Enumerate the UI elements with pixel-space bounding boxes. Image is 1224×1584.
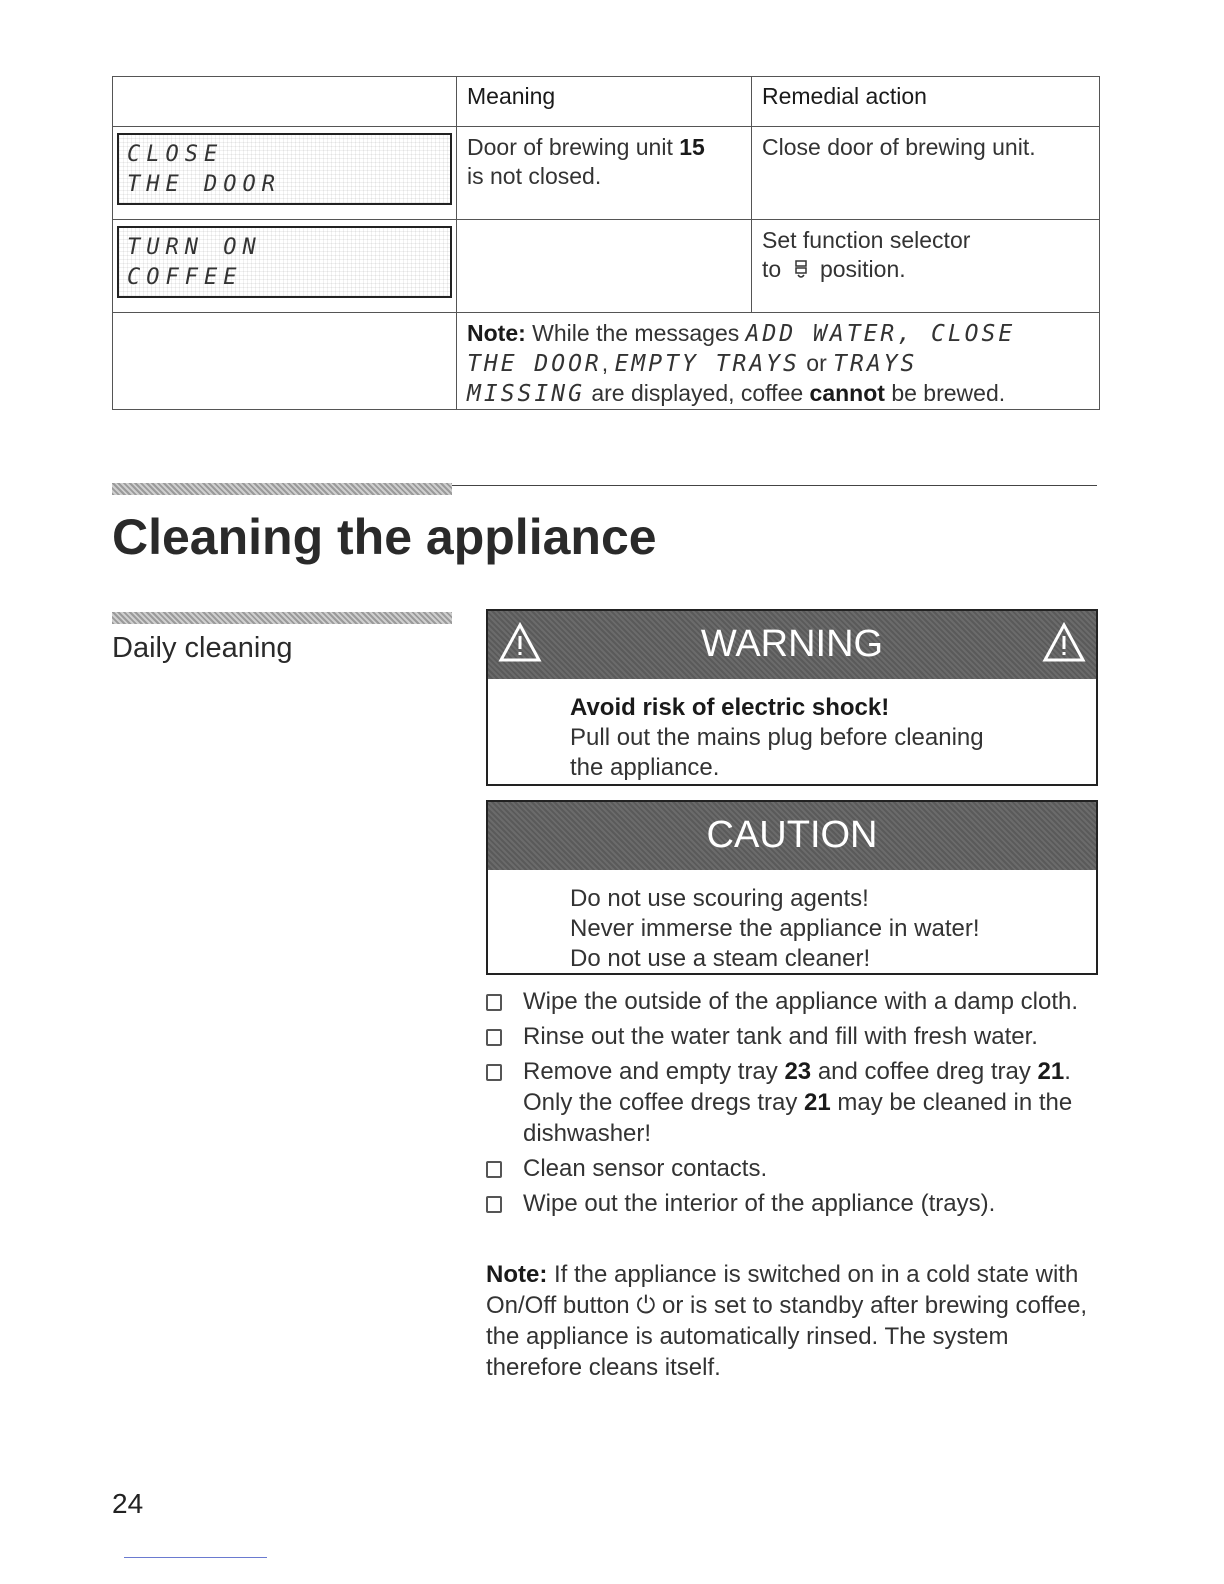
table-row xyxy=(113,313,1100,410)
warning-body: Avoid risk of electric shock! Pull out the mains plug before cleaning the appliance. xyxy=(570,694,984,781)
footer-line xyxy=(124,1557,267,1558)
section-rule-accent xyxy=(112,483,452,495)
list-item: Rinse out the water tank and fill with fresh water. xyxy=(486,1021,1106,1052)
list-item: Clean sensor contacts. xyxy=(486,1153,1106,1184)
lcd-display xyxy=(117,226,452,298)
remedy-cell: Close door of brewing unit. xyxy=(752,127,1100,220)
lcd-text: ADD WATER, CLOSE xyxy=(745,321,1016,347)
remedy-cell: Set function selector to position. xyxy=(752,220,1100,313)
header-meaning: Meaning xyxy=(457,77,752,127)
caution-header xyxy=(488,802,1096,870)
lcd-text: EMPTY TRAYS xyxy=(614,351,800,377)
subsection-rule-accent xyxy=(112,612,452,624)
warning-box xyxy=(486,609,1098,786)
warning-header xyxy=(488,611,1096,679)
cleaning-steps-list xyxy=(486,986,1106,1223)
table-row xyxy=(113,127,1100,220)
meaning-cell: Door of brewing unit 15 is not closed. xyxy=(457,127,752,220)
lcd-line: COFFEE xyxy=(127,265,243,290)
lcd-text: MISSING xyxy=(467,381,585,407)
checkbox-icon xyxy=(486,1161,502,1178)
list-item: Wipe the outside of the appliance with a damp cloth. xyxy=(486,986,1106,1017)
header-empty xyxy=(113,77,457,127)
part-number: 15 xyxy=(679,134,705,160)
header-remedy: Remedial action xyxy=(752,77,1100,127)
lcd-line: TURN ON xyxy=(127,235,262,260)
lcd-line: THE DOOR xyxy=(127,172,281,197)
table-header-row xyxy=(113,77,1100,127)
self-clean-note: Note: If the appliance is switched on in a cold state with On/Off button ⏻ or is set to standby after brewing coffee, the appliance is automatically rinsed. The system therefore cleans itself. xyxy=(486,1261,1088,1381)
lcd-text: TRAYS xyxy=(833,351,918,377)
list-item: Wipe out the interior of the appliance (trays). xyxy=(486,1188,1106,1219)
note-cell: Note: While the messages ADD WATER, CLOSE THE DOOR, EMPTY TRAYS or TRAYS MISSING are displayed, coffee cannot be brewed. xyxy=(457,313,1100,410)
subsection-title: Daily cleaning xyxy=(112,632,293,664)
checkbox-icon xyxy=(486,1196,502,1213)
warning-triangle-icon xyxy=(1042,621,1086,665)
caution-heading: CAUTION xyxy=(706,814,878,856)
page-number: 24 xyxy=(112,1488,144,1519)
cup-symbol-icon xyxy=(794,260,808,280)
checkbox-icon xyxy=(486,1029,502,1046)
caution-box xyxy=(486,800,1098,975)
message-table xyxy=(112,76,1100,410)
power-icon: ⏻ xyxy=(636,1292,656,1319)
warning-heading: WARNING xyxy=(700,623,884,665)
lcd-display xyxy=(117,133,452,205)
checkbox-icon xyxy=(486,994,502,1011)
list-item: Remove and empty tray 23 and coffee dreg tray 21. Only the coffee dregs tray 21 may be cleaned in the dishwasher! xyxy=(486,1056,1106,1149)
warning-triangle-icon xyxy=(498,621,542,665)
table-row xyxy=(113,220,1100,313)
lcd-line: CLOSE xyxy=(127,142,224,167)
checkbox-icon xyxy=(486,1064,502,1081)
meaning-cell xyxy=(457,220,752,313)
caution-body: Do not use scouring agents! Never immerse the appliance in water! Do not use a steam cleaner! xyxy=(570,885,980,972)
section-title: Cleaning the appliance xyxy=(112,509,657,565)
lcd-text: THE DOOR xyxy=(467,351,602,377)
